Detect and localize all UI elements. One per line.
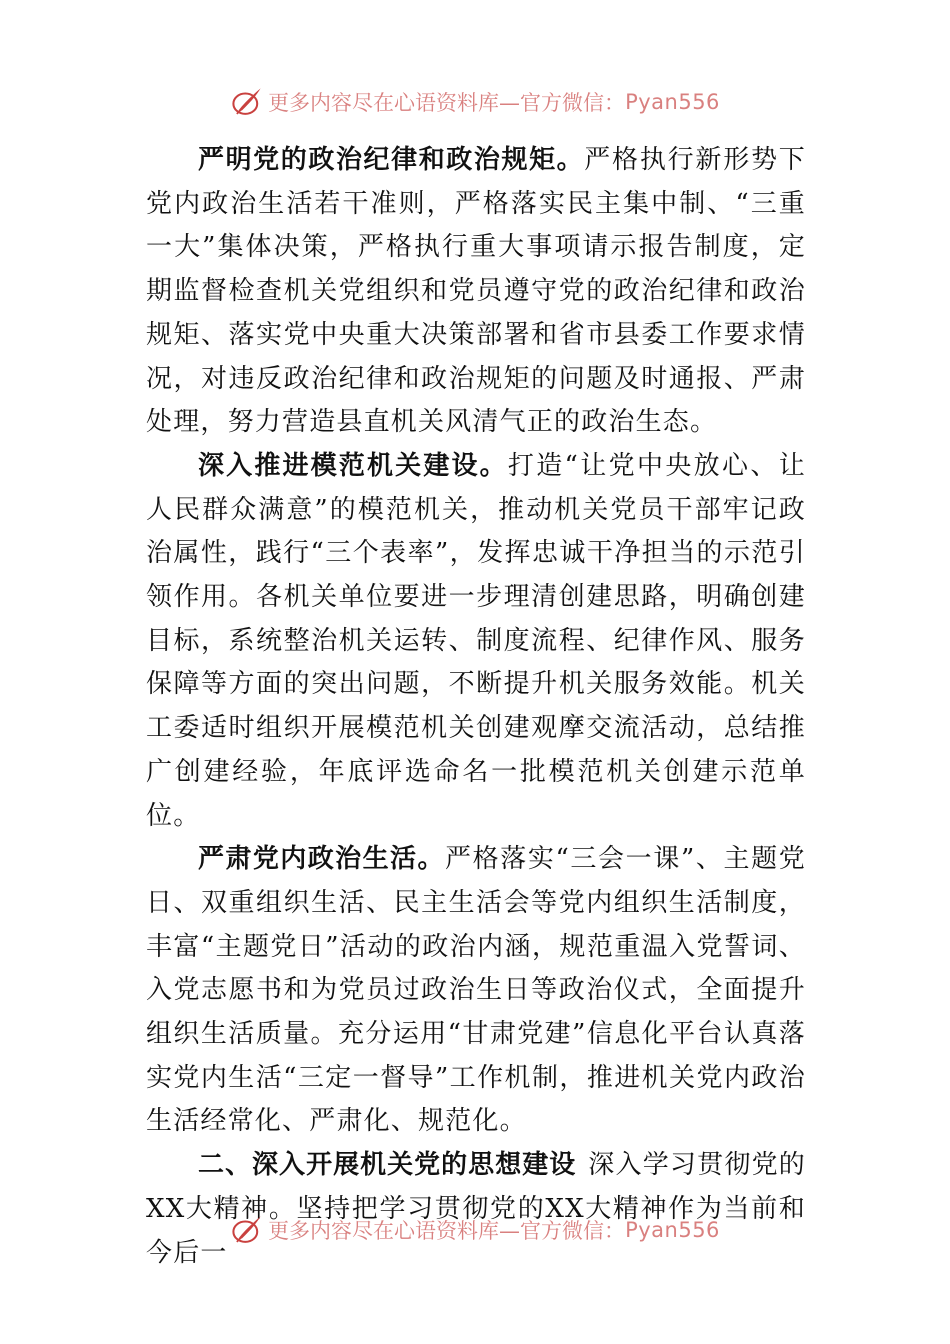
paragraph-text: 严格执行新形势下党内政治生活若干准则，严格落实民主集中制、“三重一大”集体决策，严格执行重大事项请示报告制度，定期监督检查机关党组织和党员遵守党的政治纪律和政治规矩、落实党中央重大决策部署和省市县委工作要求情况，对违反政治纪律和政治规矩的问题及时通报、严肃处理，努力营造县直机关风清气正的政治生态。 [146, 145, 806, 438]
watermark-text: 更多内容尽在心语资料库—官方微信： [268, 91, 626, 115]
paragraph-heading: 严明党的政治纪律和政治规矩。 [198, 145, 585, 175]
paragraph-text: 打造“让党中央放心、让人民群众满意”的模范机关，推动机关党员干部牢记政治属性，践行“三个表率”，发挥忠诚干净担当的示范引领作用。各机关单位要进一步理清创建思路，明确创建目标，系统整治机关运转、制度流程、纪律作风、服务保障等方面的突出问题，不断提升机关服务效能。机关工委适时组织开展模范机关创建观摩交流活动，总结推广创建经验，年底评选命名一批模范机关创建示范单位。 [146, 450, 806, 831]
watermark-wechat-id: Pyan556 [625, 90, 720, 114]
watermark-text: 更多内容尽在心语资料库—官方微信： [268, 1219, 626, 1243]
paragraph-heading: 深入推进模范机关建设。 [198, 450, 508, 481]
watermark-header [0, 82, 950, 122]
paragraph-text: 严格落实“三会一课”、主题党日、双重组织生活、民主生活会等党内组织生活制度，丰富“主题党日”活动的政治内涵，规范重温入党誓词、入党志愿书和为党员过政治生日等政治仪式，全面提升组织生活质量。充分运用“甘肃党建”信息化平台认真落实党内生活“三定一督导”工作机制，推进机关党内政治生活经常化、严肃化、规范化。 [146, 844, 806, 1137]
quill-pen-icon [230, 85, 264, 119]
paragraph-political-discipline [146, 139, 806, 445]
document-body [146, 139, 806, 1275]
paragraph-heading: 严肃党内政治生活。 [198, 844, 445, 875]
paragraph-text: 深入学习贯彻党的XX大精神。坚持把学习贯彻党的XX大精神作为当前和今后一 [146, 1150, 806, 1268]
quill-pen-icon [230, 1213, 264, 1247]
paragraph-party-life [146, 838, 806, 1144]
section-heading: 二、深入开展机关党的思想建设 [198, 1150, 577, 1181]
watermark-wechat-id: Pyan556 [625, 1218, 720, 1242]
watermark-footer [0, 1210, 950, 1250]
paragraph-model-organ [146, 445, 806, 838]
